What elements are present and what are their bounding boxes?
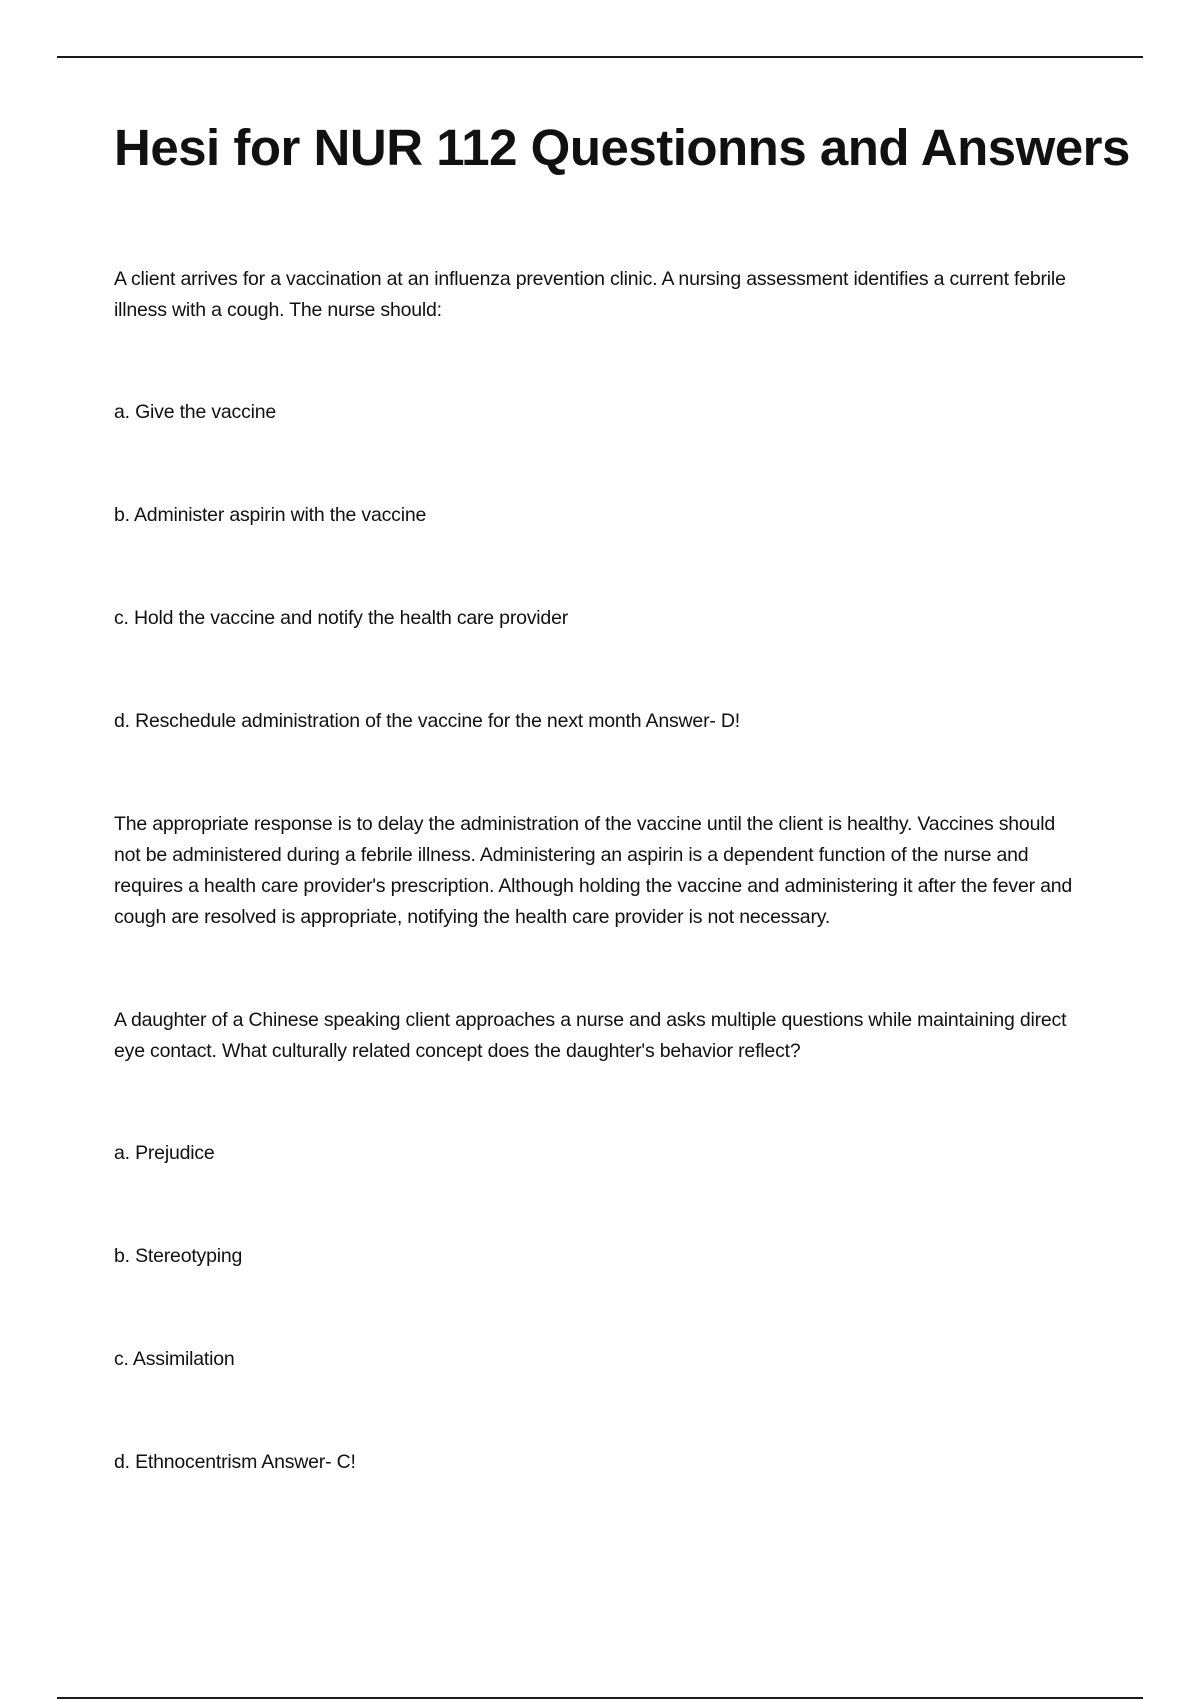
bottom-rule xyxy=(57,1697,1143,1699)
question-2-option-a: a. Prejudice xyxy=(114,1142,215,1164)
top-rule xyxy=(57,56,1143,58)
question-1-prompt: A client arrives for a vaccination at an influenza prevention clinic. A nursing assessment identifies a current febrile illness with a cough. The nurse should: xyxy=(114,268,1066,321)
question-1-option-d: d. Reschedule administration of the vaccine for the next month Answer- D! xyxy=(114,710,740,732)
question-2-option-d: d. Ethnocentrism Answer- C! xyxy=(114,1451,356,1473)
question-1-option-b: b. Administer aspirin with the vaccine xyxy=(114,504,427,526)
question-1-option-a: a. Give the vaccine xyxy=(114,401,277,423)
question-2-option-c: c. Assimilation xyxy=(114,1348,235,1370)
question-1-option-c: c. Hold the vaccine and notify the health care provider xyxy=(114,607,569,629)
question-1-rationale: The appropriate response is to delay the administration of the vaccine until the client is healthy. Vaccines should not be administered during a febrile illness. Administering an aspirin is a dependent function of the nurse and requires a health care provider's prescription. Although holding the vaccine and administering it after the fever and cough are resolved is appropriate, notifying the health care provider is not necessary. xyxy=(114,813,1073,928)
question-2-option-b: b. Stereotyping xyxy=(114,1245,243,1267)
question-2-prompt: A daughter of a Chinese speaking client approaches a nurse and asks multiple questions while maintaining direct eye contact. What culturally related concept does the daughter's behavior reflect? xyxy=(114,1009,1067,1062)
page-title: Hesi for NUR 112 Questionns and Answers xyxy=(114,119,1130,176)
